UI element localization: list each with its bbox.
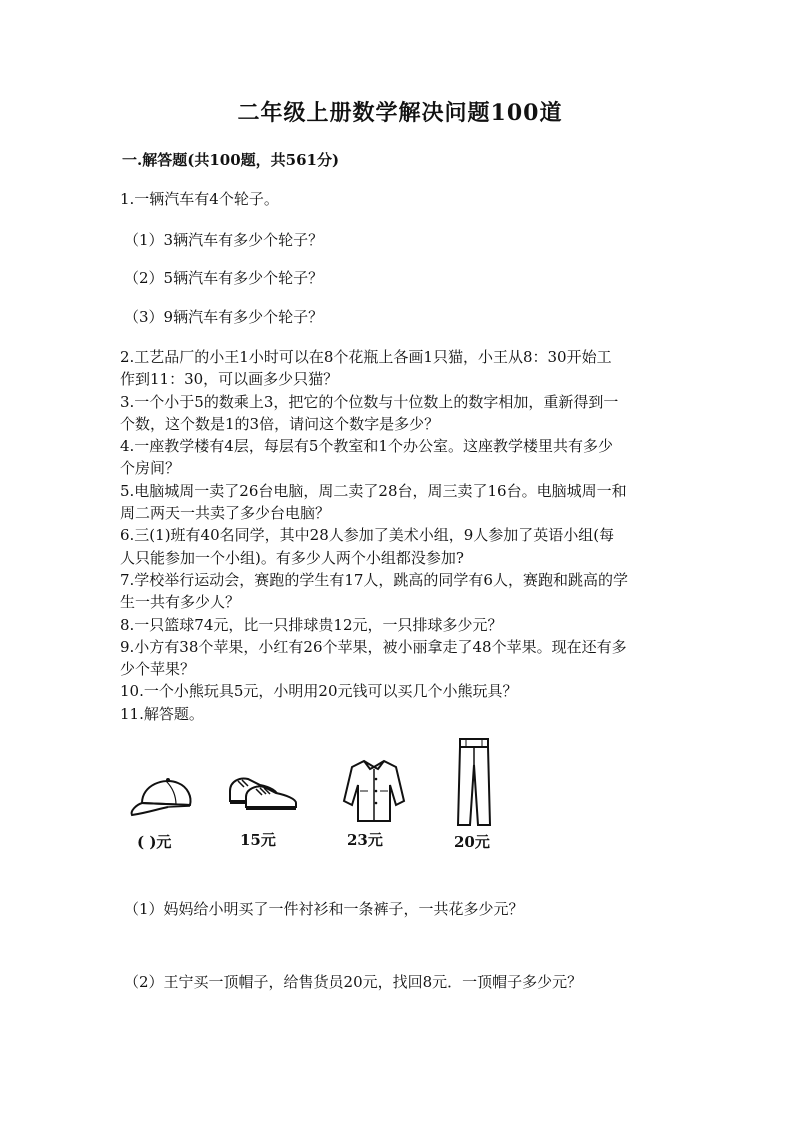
question-line: 9.小方有38个苹果，小红有26个苹果，被小丽拿走了48个苹果。现在还有多	[120, 637, 627, 656]
question-11-part-2: （2）王宁买一顶帽子，给售货员20元，找回8元．一顶帽子多少元？	[124, 973, 583, 991]
shoes-price-label: 15元	[240, 831, 276, 849]
question-1-part-1: （1）3辆汽车有多少个轮子？	[124, 231, 324, 249]
question-1-part-2: （2）5辆汽车有多少个轮子？	[124, 269, 324, 287]
cap-icon	[128, 775, 200, 825]
pants-price-label: 20元	[454, 833, 490, 851]
question-line: 7.学校举行运动会，赛跑的学生有17人，跳高的同学有6人，赛跑和跳高的学	[120, 570, 628, 589]
question-line: 8.一只篮球74元，比一只排球贵12元，一只排球多少元？	[120, 615, 503, 634]
question-line: 6.三(1)班有40名同学，其中28人参加了美术小组，9人参加了英语小组(每	[120, 526, 615, 545]
question-line: 个数，这个数是1的3倍，请问这个数字是多少？	[120, 414, 440, 433]
cap-price-label: ( )元	[137, 833, 172, 851]
question-list	[120, 346, 680, 725]
question-line: 人只能参加一个小组)。有多少人两个小组都没参加?	[120, 548, 464, 567]
question-11-part-1: （1）妈妈给小明买了一件衬衫和一条裤子，一共花多少元？	[124, 900, 524, 918]
clothing-price-figure	[0, 735, 800, 865]
page-title: 二年级上册数学解决问题100道	[237, 100, 563, 126]
question-line: 生一共有多少人？	[120, 593, 241, 612]
shirt-icon	[338, 755, 410, 825]
question-line: 11.解答题。	[120, 704, 204, 723]
question-1-part-3: （3）9辆汽车有多少个轮子？	[124, 308, 324, 326]
question-line: 3.一个小于5的数乘上3，把它的个位数与十位数上的数字相加，重新得到一	[120, 392, 619, 411]
question-line: 10.一个小熊玩具5元，小明用20元钱可以买几个小熊玩具？	[120, 682, 518, 701]
pants-icon	[452, 735, 496, 827]
question-line: 2.工艺品厂的小王1小时可以在8个花瓶上各画1只猫，小王从8：30开始工	[120, 348, 612, 366]
question-line: 作到11：30，可以画多少只猫？	[120, 370, 339, 389]
question-line: 个房间？	[120, 459, 181, 478]
shoes-icon	[226, 769, 302, 811]
question-line: 周二两天一共卖了多少台电脑？	[120, 504, 331, 523]
question-1-stem: 1.一辆汽车有4个轮子。	[120, 190, 279, 208]
section-heading: 一.解答题(共100题，共561分)	[122, 151, 340, 169]
question-line: 5.电脑城周一卖了26台电脑，周二卖了28台，周三卖了16台。电脑城周一和	[120, 481, 627, 500]
question-line: 4.一座教学楼有4层，每层有5个教室和1个办公室。这座教学楼里共有多少	[120, 437, 613, 456]
shirt-price-label: 23元	[347, 831, 383, 849]
question-line: 少个苹果？	[120, 660, 196, 679]
